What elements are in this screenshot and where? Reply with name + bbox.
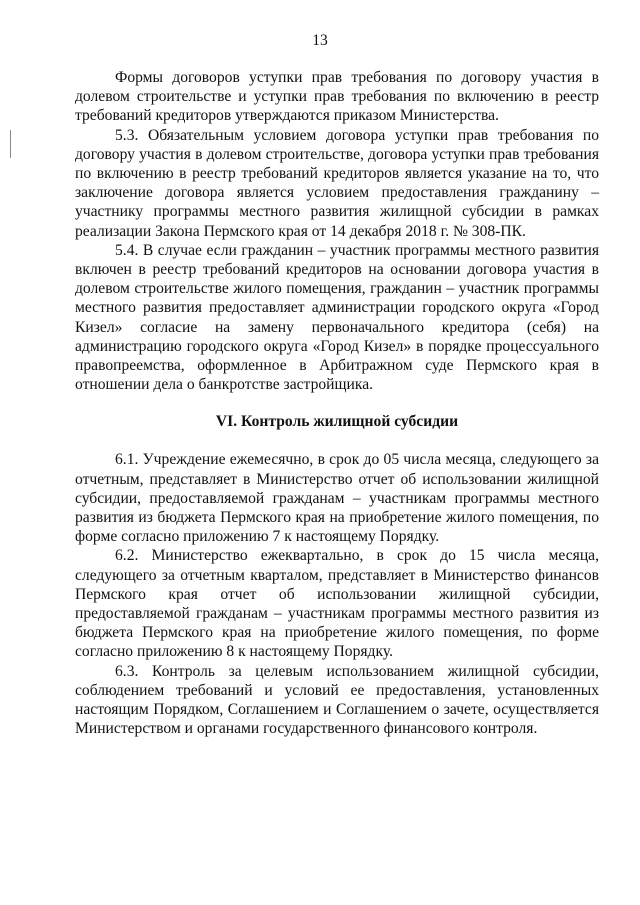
paragraph-6-3: 6.3. Контроль за целевым использованием жилищной субсидии, соблюдением требований и условий ее предоставления, установленных настоящим Порядком, Соглашением и Соглашением о зачете, осуществляется Министерством и органами государственного финансового контроля.: [75, 662, 599, 738]
page-number: 13: [312, 32, 328, 49]
paragraph-forms-approval: Формы договоров уступки прав требования по договору участия в долевом строительстве и уступки прав требования по включению в реестр требований кредиторов утверждаются приказом Министерства.: [75, 69, 599, 125]
paragraph-5-3: 5.3. Обязательным условием договора уступки прав требования по договору участия в долевом строительстве, договора уступки прав требования по включению в реестр требований кредиторов является указание на то, что заключение договора является условием предоставления гражданину – участнику программы местного развития жилищной субсидии в рамках реализации Закона Пермского края от 14 декабря 2018 г. № 308-ПК.: [75, 126, 599, 240]
document-body: [75, 68, 599, 739]
section-title: VI. Контроль жилищной субсидии: [215, 413, 459, 431]
margin-mark: [10, 130, 11, 158]
paragraph-6-1: 6.1. Учреждение ежемесячно, в срок до 05 числа месяца, следующего за отчетным, представляет в Министерство отчет об использовании жилищной субсидии, предоставляемой гражданам – участникам программы местного развития из бюджета Пермского края на приобретение жилого помещения, по форме согласно приложению 7 к настоящему Порядку.: [75, 451, 599, 546]
paragraph-5-4: 5.4. В случае если гражданин – участник программы местного развития включен в реестр требований кредиторов на основании договора участия в долевом строительстве жилого помещения, гражданин – участник программы местного развития предоставляет администрации городского округа «Город Кизел» согласие на замену первоначального кредитора (себя) на администрацию городского округа «Город Кизел» в порядке процессуального правопреемства, оформленное в Арбитражном суде Пермского края в отношении дела о банкротстве застройщика.: [75, 241, 599, 394]
paragraph-6-2: 6.2. Министерство ежеквартально, в срок до 15 числа месяца, следующего за отчетным кварталом, представляет в Министерство финансов Пермского края отчет об использовании жилищной субсидии, предоставляемой гражданам – участникам программы местного развития из бюджета Пермского края на приобретение жилого помещения, по форме согласно приложению 8 к настоящему Порядку.: [75, 547, 599, 661]
